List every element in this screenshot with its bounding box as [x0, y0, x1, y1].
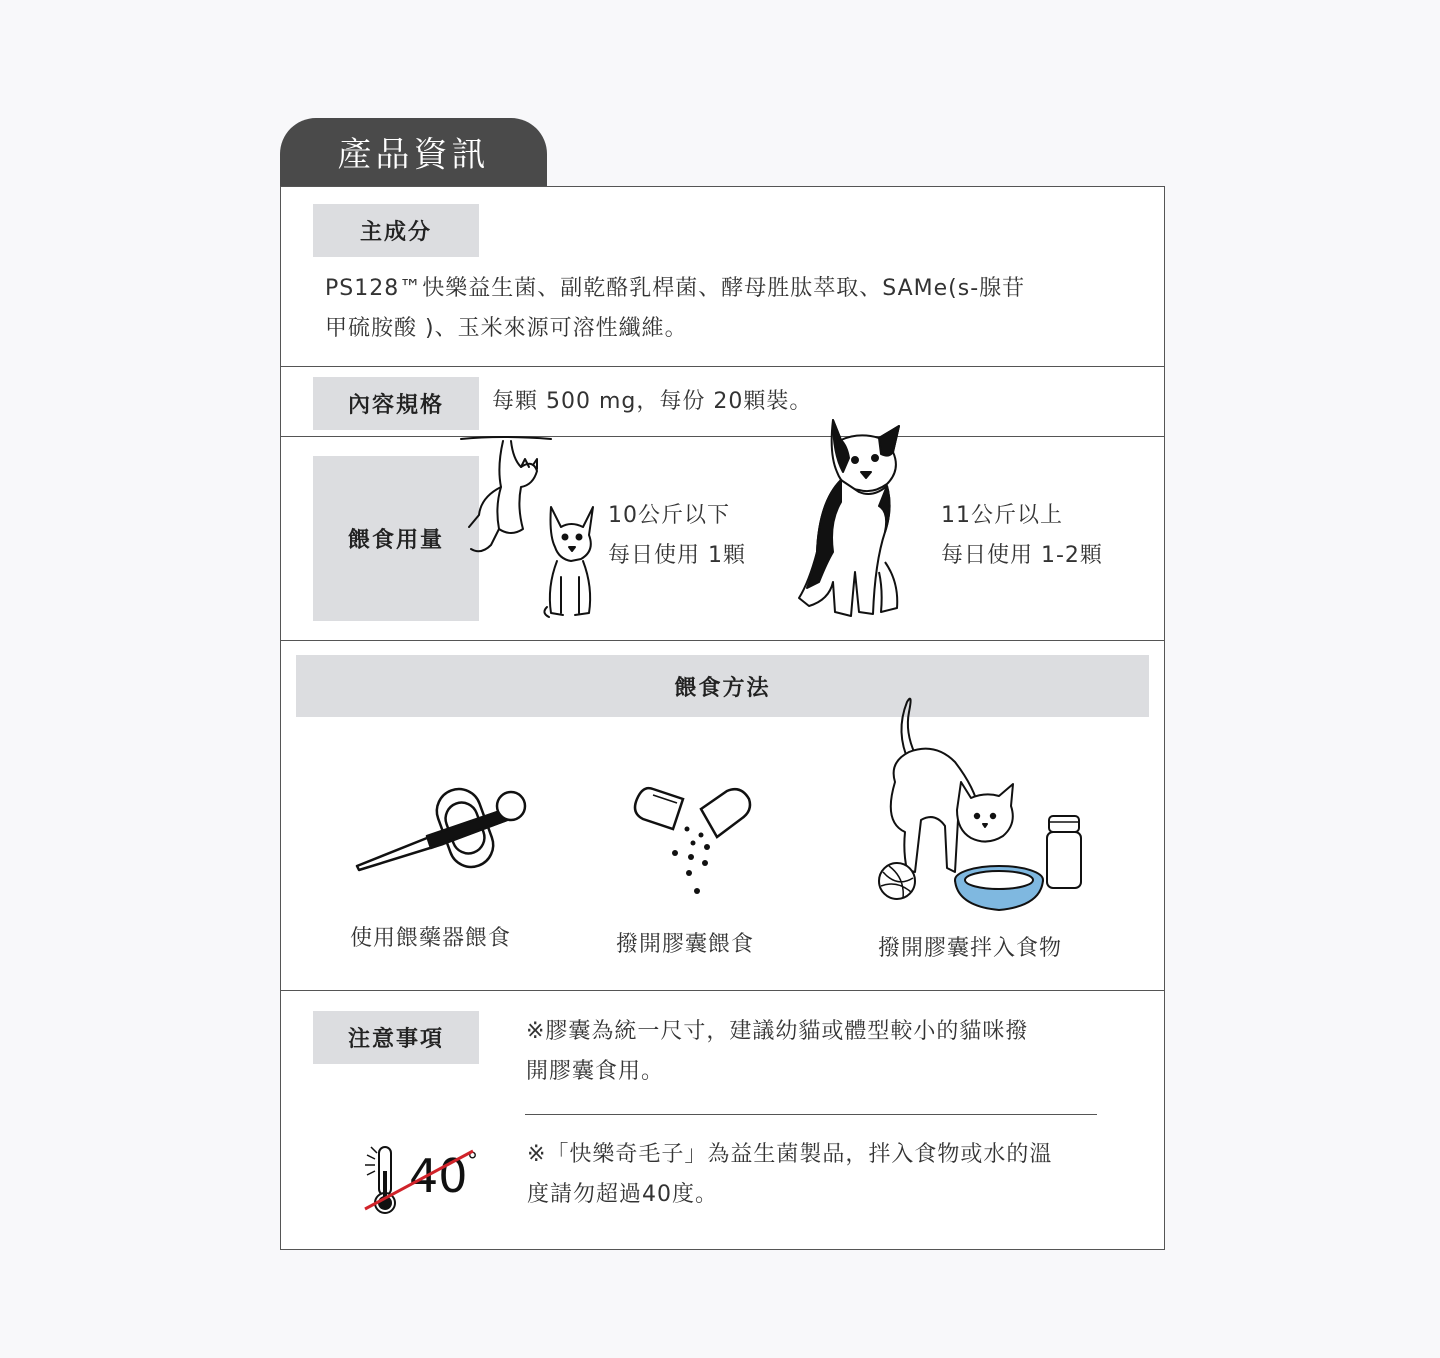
method-label: 餵食方法: [296, 655, 1149, 717]
cat-and-chihuahua-icon: [451, 437, 591, 622]
pill-dispenser-icon: [353, 782, 533, 872]
dosage-large-weight: 11公斤以上: [941, 503, 1063, 528]
divider: [281, 436, 1164, 437]
ingredients-line-1: PS128™快樂益生菌、副乾酪乳桿菌、酵母胜肽萃取、SAMe(s-腺苷: [325, 276, 1026, 301]
note-1-line-1: ※膠囊為統一尺寸，建議幼貓或體型較小的貓咪撥: [526, 1019, 1029, 1044]
temperature-unit: °: [467, 1149, 478, 1174]
divider: [281, 366, 1164, 367]
dosage-label: 餵食用量: [313, 456, 479, 621]
dosage-small-weight: 10公斤以下: [608, 503, 730, 528]
cat-eating-bowl-icon: [875, 692, 1090, 917]
dosage-small-amount: 每日使用 1顆: [608, 543, 746, 568]
ingredients-label: 主成分: [313, 204, 479, 257]
spec-label: 內容規格: [313, 377, 479, 430]
temperature-limit-value: 40: [409, 1149, 468, 1203]
divider: [281, 990, 1164, 991]
notes-separator: [525, 1114, 1097, 1115]
divider: [281, 640, 1164, 641]
note-2-line-2: 度請勿超過40度。: [527, 1182, 718, 1207]
method-item-dispenser-label: 使用餵藥器餵食: [350, 926, 512, 951]
spec-value: 每顆 500 mg，每份 20顆裝。: [492, 389, 813, 414]
notes-label: 注意事項: [313, 1011, 479, 1064]
method-item-capsule-label: 撥開膠囊餵食: [616, 932, 755, 957]
dosage-large-amount: 每日使用 1-2顆: [941, 543, 1103, 568]
ingredients-line-2: 甲硫胺酸 )、玉米來源可溶性纖維。: [325, 316, 688, 341]
note-2-line-1: ※「快樂奇毛子」為益生菌製品，拌入食物或水的溫: [527, 1142, 1053, 1167]
prohibition-slash-icon: [363, 1147, 475, 1211]
section-title-tab: 產品資訊: [280, 118, 547, 188]
product-info-panel: [280, 186, 1165, 1250]
open-capsule-icon: [631, 785, 761, 900]
border-collie-icon: [789, 412, 909, 627]
method-item-mix-food-label: 撥開膠囊拌入食物: [878, 936, 1063, 961]
note-1-line-2: 開膠囊食用。: [526, 1059, 665, 1084]
